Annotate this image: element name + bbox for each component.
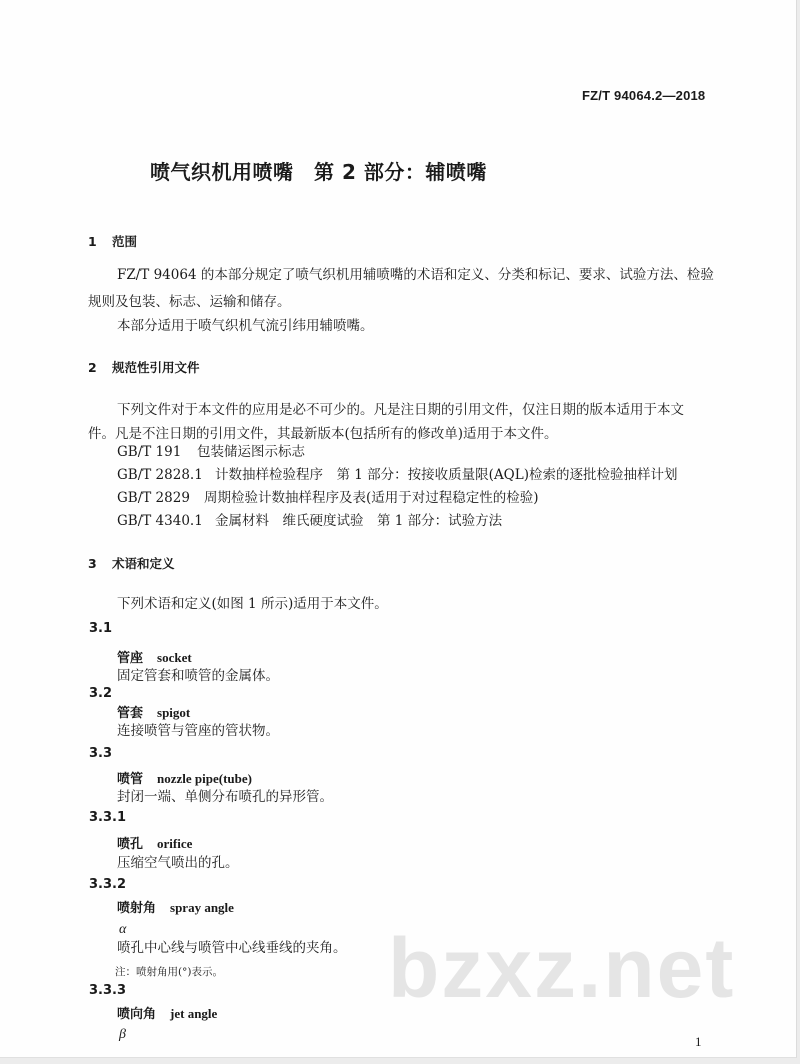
reference-title: 金属材料 维氏硬度试验 第 1 部分：试验方法 [215,513,503,529]
watermark: bzxz.net [388,921,736,1015]
reference-code: GB/T 4340.1 [117,513,203,529]
section-title: 术语和定义 [112,556,175,571]
term-number: 3.1 [89,621,113,636]
reference-title: 周期检验计数抽样程序及表(适用于对过程稳定性的检验) [204,490,539,506]
reference-item [117,511,502,532]
document-title: 喷气织机用喷嘴 第 2 部分：辅喷嘴 [150,160,487,184]
references-intro-line-1: 下列文件对于本文件的应用是必不可少的。凡是注日期的引用文件，仅注日期的版本适用于本文 [117,402,684,418]
term-name [117,897,234,916]
term-definition: 喷孔中心线与喷管中心线垂线的夹角。 [117,940,347,956]
term-name [117,833,192,852]
scope-paragraph-2: 本部分适用于喷气织机气流引纬用辅喷嘴。 [117,318,374,334]
term-zh: 管座 [117,651,144,666]
section-1-heading [88,232,137,250]
term-zh: 管套 [117,706,144,721]
term-symbol: β [119,1027,126,1042]
term-en: nozzle pipe(tube) [157,771,252,786]
references-intro-line-2: 件。凡是不注日期的引用文件，其最新版本(包括所有的修改单)适用于本文件。 [88,426,558,442]
term-symbol: α [119,922,127,937]
standard-code: FZ/T 94064.2—2018 [582,88,706,103]
term-definition: 压缩空气喷出的孔。 [117,855,239,871]
term-zh: 喷孔 [117,837,144,852]
section-title: 规范性引用文件 [112,360,200,375]
section-number: 1 [88,234,97,249]
term-number: 3.2 [89,686,113,701]
section-3-heading [88,554,175,572]
term-number: 3.3.2 [89,877,127,892]
section-number: 2 [88,360,97,375]
term-number: 3.3.3 [89,983,127,998]
term-name [117,1003,217,1022]
term-definition: 连接喷管与管座的管状物。 [117,723,279,739]
term-definition: 固定管套和喷管的金属体。 [117,668,279,684]
term-name [117,647,192,666]
terms-intro: 下列术语和定义(如图 1 所示)适用于本文件。 [117,596,388,612]
term-zh: 喷管 [117,772,144,787]
section-2-heading [88,358,200,376]
reference-code: GB/T 2829 [117,490,190,506]
scope-paragraph-line-1: FZ/T 94064 的本部分规定了喷气织机用辅喷嘴的术语和定义、分类和标记、要求、试验方法、检验 [117,267,714,283]
term-number: 3.3 [89,746,113,761]
section-title: 范围 [112,234,138,249]
reference-title: 包装储运图示标志 [197,444,305,460]
scope-paragraph-line-2: 规则及包装、标志、运输和储存。 [88,294,291,310]
reference-title: 计数抽样检验程序 第 1 部分：按接收质量限(AQL)检索的逐批检验抽样计划 [215,467,678,483]
term-note: 注：喷射角用(°)表示。 [115,966,223,978]
term-en: jet angle [170,1006,218,1021]
term-zh: 喷向角 [117,1007,157,1022]
section-number: 3 [88,556,97,571]
reference-item [117,488,539,509]
page-number: 1 [695,1034,702,1049]
term-definition: 封闭一端、单侧分布喷孔的异形管。 [117,789,333,805]
term-zh: 喷射角 [117,901,157,916]
term-name [117,768,252,787]
reference-code: GB/T 2828.1 [117,467,203,483]
term-en: spigot [157,705,191,720]
reference-item [117,465,678,486]
term-en: orifice [157,836,193,851]
term-en: spray angle [170,900,234,915]
reference-code: GB/T 191 [117,444,182,460]
term-name [117,702,190,721]
reference-item [117,442,305,463]
term-en: socket [157,650,192,665]
term-number: 3.3.1 [89,810,127,825]
